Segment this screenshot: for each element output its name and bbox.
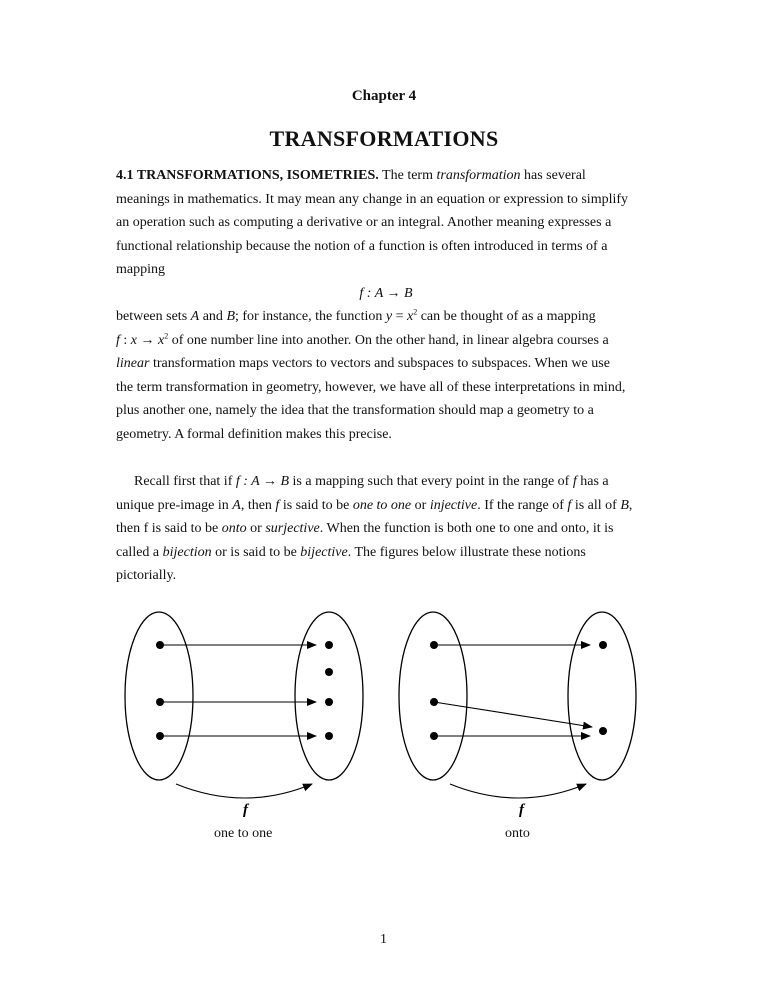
paragraph-line: then f is said to be onto or surjective. When the function is both one to one and onto, it is xyxy=(116,521,614,536)
page-title: TRANSFORMATIONS xyxy=(269,126,499,151)
domain-point xyxy=(156,641,164,649)
function-arc-arrow xyxy=(176,784,312,798)
mapping-formula: f : A → B xyxy=(359,285,413,301)
domain-point xyxy=(430,698,438,706)
one-to-one-diagram xyxy=(125,612,363,798)
onto-diagram xyxy=(399,612,636,798)
domain-point xyxy=(156,732,164,740)
paragraph-line: an operation such as computing a derivative or an integral. Another meaning expresses a xyxy=(116,215,612,230)
domain-point xyxy=(430,641,438,649)
codomain-point xyxy=(325,668,333,676)
function-arc-arrow xyxy=(450,784,586,798)
paragraph-line: linear transformation maps vectors to vectors and subspaces to subspaces. When we use xyxy=(116,356,610,371)
paragraph-line: Recall first that if f : A → B is a mapping such that every point in the range of f has a xyxy=(134,474,609,489)
paragraph-line: geometry. A formal definition makes this precise. xyxy=(116,426,392,442)
paragraph-line: f : $x \to x^2$ of one number line into another. On the other hand, in linear algebra courses a xyxy=(116,330,609,348)
paragraph-line: between sets A and B; for instance, the function $y = x^2$ can be thought of as a mapping xyxy=(116,307,596,324)
domain-point xyxy=(156,698,164,706)
codomain-point xyxy=(325,732,333,740)
paragraph-line: plus another one, namely the idea that the transformation should map a geometry to a xyxy=(116,403,594,418)
paragraph-line: called a bijection or is said to be bijective. The figures below illustrate these notions xyxy=(116,544,586,560)
function-label: f xyxy=(519,802,524,818)
chapter-heading: Chapter 4 xyxy=(351,88,417,104)
paragraph-line: the term transformation in geometry, however, we have all of these interpretations in mind, xyxy=(116,379,626,395)
paragraph-line: unique pre-image in A, then f is said to be one to one or injective. If the range of f is all of B, xyxy=(116,497,633,513)
domain-set-ellipse xyxy=(399,612,467,780)
paragraph-line: meanings in mathematics. It may mean any change in an equation or expression to simplify xyxy=(116,191,629,207)
paragraph-line: pictorially. xyxy=(116,568,177,583)
codomain-set-ellipse xyxy=(295,612,363,780)
paragraph-line: 4.1 TRANSFORMATIONS, ISOMETRIES. The term transformation has several xyxy=(116,168,586,183)
paragraph-line: functional relationship because the notion of a function is often introduced in terms of a xyxy=(116,238,608,254)
codomain-set-ellipse xyxy=(568,612,636,780)
caption-onto: onto xyxy=(505,826,530,841)
paragraph-line: mapping xyxy=(116,262,165,277)
codomain-point xyxy=(325,698,333,706)
domain-point xyxy=(430,732,438,740)
function-label: f xyxy=(243,802,248,818)
section-heading: 4.1 TRANSFORMATIONS, ISOMETRIES. xyxy=(116,168,379,183)
codomain-point xyxy=(325,641,333,649)
codomain-point xyxy=(599,641,607,649)
page-number: 1 xyxy=(380,932,387,947)
caption-one-to-one: one to one xyxy=(214,826,273,841)
domain-set-ellipse xyxy=(125,612,193,780)
codomain-point xyxy=(599,727,607,735)
